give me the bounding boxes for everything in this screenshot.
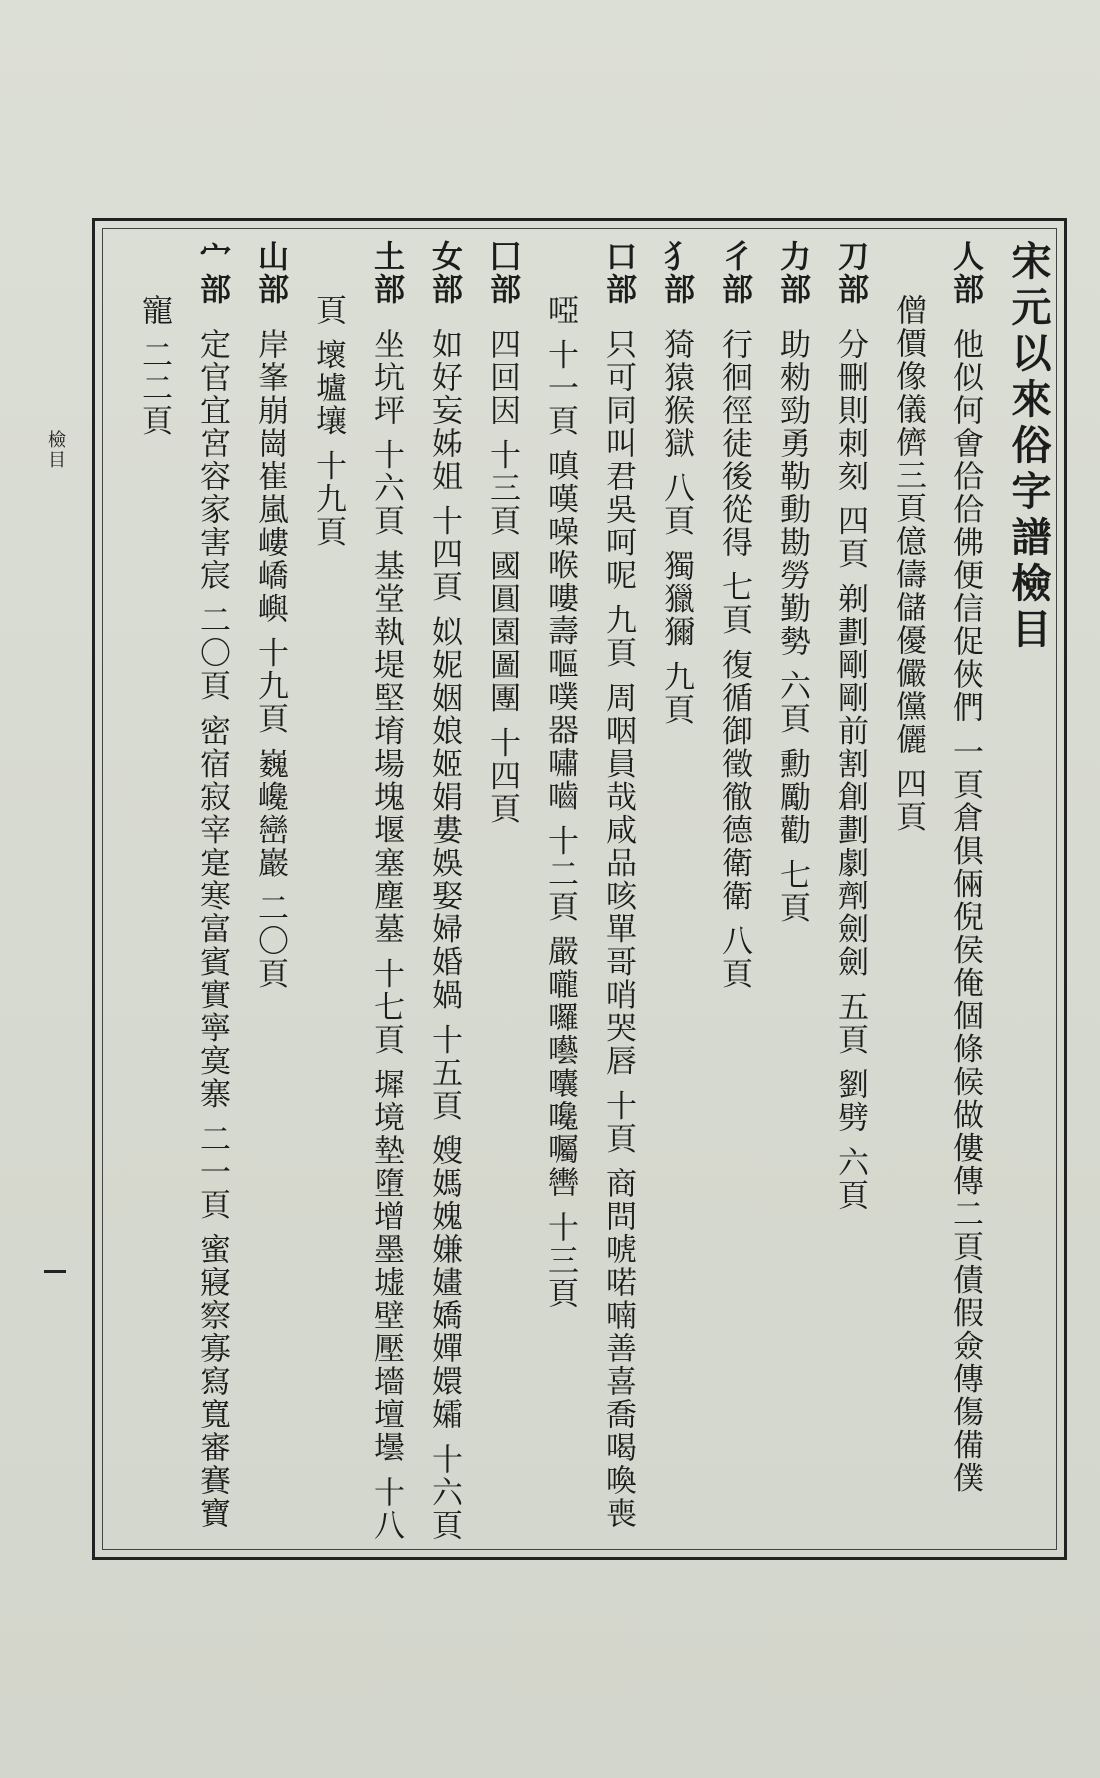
index-column [192,240,232,1530]
index-entries: 分刪則刺刻 四頁 剃劃剛剛前割創劃劇劑劍劍 五頁 劉劈 六頁 [832,328,868,1213]
index-entries: 坐坑坪 十六頁 基堂執堤堅堉場塊堰塞塵墓 十七頁 墀境墊墮增墨墟壁壓墻壇壜 十八 [368,328,404,1543]
index-entries: 猗猿猴獄 八頁 獨獵獮 九頁 [658,328,694,727]
index-column [830,240,870,1212]
index-entries: 只可同叫君吳呵呢 九頁 周咽員哉咸品咳單哥哨哭唇 十頁 商問唬喏喃善喜喬喝喚喪 [600,328,636,1531]
index-column [888,272,928,834]
index-entries: 寵 二二頁 [136,294,172,438]
index-entries: 岸峯崩崗崔嵐嶁嶠嶼 十九頁 巍巉巒巖 二〇頁 [252,328,288,991]
radical-heading: 人部 [947,240,983,306]
index-column [714,240,754,991]
index-entries: 如好妄姊姐 十四頁 姒妮姻娘姬娟婁娛娶婦婚媧 十五頁 嫂媽媿嫌嫿嬌嬋嬛孀 十六頁 [426,328,462,1543]
index-column [134,272,174,438]
index-entries: 啞 十一頁 嗔嘆噪喉嘍壽嘔噗器嘯嚙 十二頁 嚴嚨囉囈囔嚵囑轡 十三頁 [542,294,578,1311]
page-number [44,1270,66,1273]
radical-heading: 犭部 [658,240,694,306]
margin-label: 檢目 [45,430,66,470]
radical-heading: 刀部 [832,240,868,306]
radical-heading: 彳部 [716,240,752,306]
radical-heading: 囗部 [484,240,520,306]
page-title: 宋元以來俗字譜檢目 [1005,240,1052,654]
index-column [482,240,522,826]
radical-heading: 山部 [252,240,288,306]
index-column [250,240,290,991]
index-column [366,240,406,1542]
index-entries: 助勑勁勇勒動勘勞勤勢 六頁 勳勵勸 七頁 [774,328,810,925]
index-entries: 四回因 十三頁 國圓園圖團 十四頁 [484,328,520,826]
index-column [540,272,580,1310]
radical-heading: 土部 [368,240,404,306]
index-column [598,240,638,1530]
radical-heading: 口部 [600,240,636,306]
index-entries: 僧價像儀儕三頁億儔儲優儼儻儷 四頁 [890,294,926,834]
index-entries: 行徊徑徒後從得 七頁 復循御徵徹德衛衛 八頁 [716,328,752,991]
index-entries: 頁 壞壚壤 十九頁 [310,294,346,549]
index-column [656,240,696,727]
index-column [945,240,985,1495]
radical-heading: 宀部 [194,240,230,306]
radical-heading: 女部 [426,240,462,306]
index-column [772,240,812,925]
index-entries: 他似何㑹佮佮佛便信促俠們 一頁倉俱倆倪侯俺個條候做僂傳二頁債假僉傳傷備僕 [947,328,983,1495]
index-column [308,272,348,549]
index-column [424,240,464,1542]
index-entries: 定官宜宮容家害宸 二〇頁 密宿寂宰寔寒富賓實寧寞寨 二一頁 蜜寢察寡寫寬審賽寶 [194,328,230,1531]
radical-heading: 力部 [774,240,810,306]
